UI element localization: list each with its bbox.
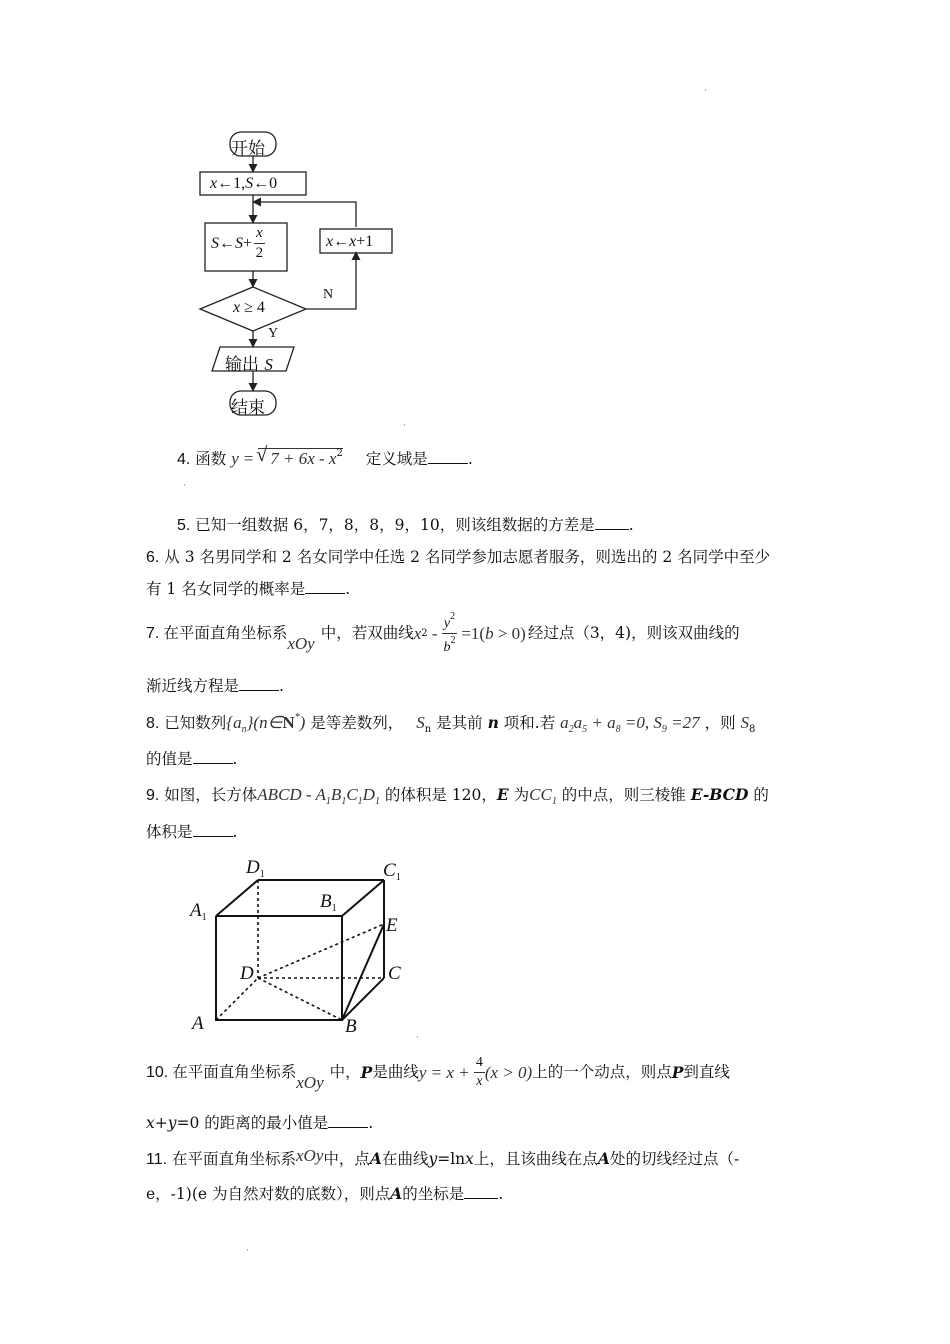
q4-end: . — [467, 450, 473, 468]
q8-cond-b5: 5 — [582, 724, 588, 735]
q11-text-4: =ln — [437, 1150, 466, 1168]
edge-b-c — [342, 978, 384, 1020]
q10-eq: = x + — [426, 1063, 474, 1082]
init-assign-1: ←1, — [217, 175, 246, 192]
q8-cond-plus: + a — [587, 713, 616, 732]
q8-text-2: 是等差数列， — [310, 714, 404, 732]
sum-plus: + — [243, 234, 253, 252]
q10-frac-den: x — [476, 1074, 483, 1089]
q9-answer-blank[interactable] — [193, 824, 233, 837]
inc-plus: +1 — [356, 233, 374, 250]
vertex-b1-sub: 1 — [331, 903, 337, 914]
init-s: S — [245, 175, 254, 192]
q11-a2: A — [597, 1149, 610, 1168]
q9-line-2: 体积是 — [146, 823, 193, 841]
q8-cond-a2: 2 — [568, 724, 574, 735]
q9-text-4: 的中点，则三棱锥 — [561, 786, 686, 804]
q11-text-2: 中，点 — [323, 1150, 370, 1168]
q9-solid-d: D — [362, 785, 375, 804]
vertex-label-e: E — [386, 915, 398, 936]
flowchart-yes-label: Y — [268, 326, 279, 341]
q9-solid-c: C — [346, 785, 358, 804]
q8-text-5: ，则 — [704, 714, 736, 732]
q7-frac-den-exp: 2 — [450, 635, 456, 646]
flowchart-end-label: 结束 — [231, 398, 265, 418]
q8-seq-close: }(n∈ — [246, 713, 283, 732]
segment-b-e — [342, 924, 384, 1020]
flowchart-condition-label — [233, 299, 265, 317]
paragraph-mark: · — [183, 481, 186, 491]
flowchart-start-label: 开始 — [231, 139, 265, 159]
q10-end: . — [368, 1114, 374, 1132]
q5-answer-blank[interactable] — [595, 517, 629, 530]
q7-answer-blank[interactable] — [239, 678, 279, 691]
q11-y: y — [428, 1150, 438, 1168]
q7-number: 7. — [146, 624, 160, 642]
sum-frac-num: x — [254, 226, 265, 244]
q10-l2-plus: + — [154, 1114, 168, 1132]
question-8-line-2 — [146, 751, 237, 768]
vertex-d1-sub: 1 — [259, 869, 265, 880]
q8-paren: ) — [299, 713, 306, 732]
q7-x: x — [413, 624, 422, 643]
question-9-line-1 — [146, 786, 769, 807]
q10-y: y — [418, 1063, 427, 1082]
q8-answer-blank[interactable] — [193, 751, 233, 764]
q7-x-exp: 2 — [421, 627, 428, 639]
q8-nset-sup: * — [294, 712, 300, 723]
q10-p2: P — [671, 1062, 684, 1082]
q10-cond: (x > 0) — [484, 1063, 533, 1082]
vertex-d1-letter: D — [246, 857, 260, 878]
question-11-line-1 — [146, 1146, 740, 1168]
q7-frac-num — [442, 612, 457, 634]
q7-minus: - — [427, 624, 442, 643]
output-text: 输出 — [225, 355, 259, 375]
q9-cc-sub: 1 — [551, 796, 557, 807]
q7-frac-num-exp: 2 — [450, 611, 456, 622]
flowchart-init-label — [210, 175, 277, 193]
q11-text-3: 在曲线 — [381, 1150, 429, 1168]
q10-l2-x: x — [146, 1114, 155, 1132]
output-var: S — [264, 355, 273, 374]
q9-text-1: 如图，长方体 — [164, 786, 258, 804]
q8-cond-eq2: =27 — [666, 713, 700, 732]
q10-number: 10. — [146, 1063, 169, 1081]
q6-end: . — [345, 580, 351, 598]
q11-xoy: xOy — [296, 1146, 324, 1165]
cond-x: x — [233, 299, 241, 316]
q6-line-1: 从 3 名男同学和 2 名女同学中任选 2 名同学参加志愿者服务，则选出的 2 名同学中至少 — [164, 548, 771, 566]
q10-text-5: 到直线 — [683, 1062, 730, 1081]
radical-sign-icon: √ — [256, 444, 268, 466]
sum-fraction — [254, 226, 265, 261]
q8-nset: N — [282, 713, 295, 732]
cuboid-front-face — [216, 916, 342, 1020]
q9-solid-abcd: ABCD - A — [257, 785, 326, 804]
q8-line-2: 的值是 — [146, 750, 193, 768]
q8-text-4: 项和.若 — [503, 714, 556, 732]
q5-number: 5. — [177, 517, 191, 534]
q11-text-5: 上，且该曲线在点 — [473, 1150, 598, 1168]
question-4 — [177, 444, 473, 468]
q9-number: 9. — [146, 787, 160, 804]
sum-arrow: ← — [219, 234, 235, 252]
q5-text: 已知一组数据 6，7，8，8，9，10，则该组数据的方差是 — [195, 516, 595, 534]
sum-s1: S — [211, 234, 219, 252]
q5-end: . — [628, 516, 634, 534]
q8-cond-eq: =0, S — [620, 713, 662, 732]
inc-arrow: ← — [333, 233, 350, 250]
vertex-a1-letter: A — [190, 900, 202, 921]
question-7-line-1 — [146, 612, 740, 655]
q9-tet: E-BCD — [690, 785, 749, 804]
q9-cc — [529, 785, 557, 807]
inc-x2: x — [349, 233, 357, 250]
q11-number: 11. — [146, 1151, 168, 1168]
q10-fraction — [474, 1056, 485, 1089]
q8-seq-sub: n — [241, 724, 247, 735]
q8-s8: S — [740, 713, 750, 732]
vertex-b1-letter: B — [320, 891, 332, 912]
q8-sn: S — [416, 713, 425, 732]
vertex-label-a1 — [190, 900, 207, 923]
q8-cond-b: a — [573, 713, 583, 732]
question-11-line-2 — [146, 1186, 503, 1203]
sum-s2: S — [235, 234, 243, 252]
vertex-a1-sub: 1 — [201, 912, 207, 923]
q11-text-1: 在平面直角坐标系 — [172, 1150, 297, 1168]
q7-end: . — [279, 677, 284, 695]
q8-cond-s9: 9 — [661, 724, 667, 735]
q6-number: 6. — [146, 549, 160, 566]
q10-text-1: 在平面直角坐标系 — [172, 1062, 297, 1081]
q8-s8-sub: 8 — [749, 724, 756, 735]
vertex-label-a: A — [192, 1013, 204, 1034]
q8-condition — [560, 713, 700, 735]
q11-end: . — [498, 1185, 504, 1203]
vertex-label-d1 — [246, 857, 265, 880]
q7-eq: =1( — [457, 624, 486, 643]
q10-answer-blank[interactable] — [328, 1115, 368, 1128]
question-7-line-2 — [146, 678, 284, 695]
init-assign-2: ←0 — [253, 175, 278, 192]
question-6-line-1 — [146, 550, 770, 566]
q11-answer-blank[interactable] — [464, 1186, 498, 1199]
q11-text-6: 处的切线经过点（- — [609, 1150, 740, 1168]
q8-seq-a: {a — [226, 713, 242, 732]
q8-text-3: 是其前 — [436, 714, 483, 732]
vertex-c1-sub: 1 — [395, 872, 401, 883]
q11-a: A — [369, 1149, 382, 1168]
q4-text-1: 函数 — [195, 450, 227, 468]
hidden-segment-d-e — [258, 924, 384, 978]
q7-text-1: 在平面直角坐标系 — [163, 623, 288, 642]
flowchart-increment-label — [326, 233, 373, 251]
q10-l2-y: y — [167, 1114, 177, 1132]
q8-text-1: 已知数列 — [164, 714, 227, 732]
flowchart-sum-label — [211, 226, 265, 261]
q10-p: P — [360, 1062, 373, 1082]
inc-x1: x — [326, 233, 334, 250]
q10-text-3: 是曲线 — [372, 1062, 419, 1081]
q8-sn-sub: n — [424, 724, 432, 735]
q10-frac-num: 4 — [474, 1056, 485, 1073]
q7-b: b — [485, 624, 494, 643]
q9-text-2: 的体积是 120， — [384, 786, 497, 804]
flowchart-no-label: N — [323, 287, 334, 302]
q4-radical — [256, 444, 343, 468]
q4-eq: = — [243, 449, 254, 468]
q9-solid-sub4: 1 — [374, 796, 380, 807]
q11-a3: A — [390, 1184, 403, 1203]
q9-text-3: 为 — [513, 786, 530, 804]
question-6-line-2 — [146, 581, 350, 598]
q8-number: 8. — [146, 715, 160, 732]
q10-text-2: 中， — [329, 1062, 361, 1081]
paragraph-mark: · — [403, 421, 406, 431]
q4-text-2: 定义域是 — [365, 450, 428, 468]
q10-text-4: 上的一个动点，则点 — [532, 1062, 672, 1081]
edge-a1-d1 — [216, 880, 258, 916]
sum-frac-den: 2 — [255, 245, 264, 261]
cond-op: ≥ 4 — [240, 299, 265, 316]
q9-solid-sub3: 1 — [357, 796, 363, 807]
edge-b1-c1 — [342, 880, 384, 916]
q4-y: y — [231, 449, 239, 468]
vertex-c1-letter: C — [383, 860, 396, 881]
q7-text-3: 经过点（3，4)，则该双曲线的 — [527, 623, 740, 642]
q9-solid-b: B — [330, 785, 342, 804]
q10-line-2: =0 的距离的最小值是 — [176, 1114, 329, 1132]
vertex-label-b1 — [320, 891, 337, 914]
question-9-line-2 — [146, 824, 237, 841]
question-10-line-2 — [146, 1115, 373, 1132]
vertex-label-c1 — [383, 860, 401, 883]
q7-frac-den-b: b — [443, 640, 451, 655]
question-8-line-1 — [146, 713, 755, 735]
flowchart — [190, 125, 410, 425]
question-10-line-1 — [146, 1055, 730, 1092]
q4-answer-blank[interactable] — [428, 451, 468, 464]
q7-xoy: xOy — [287, 634, 315, 653]
q7-cond: > 0) — [493, 624, 526, 643]
q9-cc-text: CC — [529, 785, 552, 804]
q7-frac-num-y: y — [443, 616, 451, 631]
q4-number: 4. — [177, 451, 191, 468]
vertex-label-c: C — [388, 963, 401, 984]
init-x: x — [210, 175, 218, 192]
q9-solid — [257, 785, 380, 807]
vertex-label-b: B — [345, 1016, 357, 1037]
q6-line-2: 有 1 名女同学的概率是 — [146, 580, 306, 598]
q8-n: n — [487, 713, 499, 732]
paragraph-mark: · — [246, 1246, 249, 1256]
q8-seq — [226, 712, 306, 735]
flowchart-output-label — [225, 350, 273, 375]
vertex-label-d: D — [240, 963, 254, 984]
paragraph-mark: · — [704, 86, 707, 96]
q11-line-2a: e，-1)(e 为自然对数的底数），则点 — [146, 1185, 391, 1203]
q10-xoy: xOy — [296, 1073, 324, 1092]
q6-answer-blank[interactable] — [305, 581, 345, 594]
q9-text-5: 的 — [753, 786, 769, 804]
q11-line-2b: 的坐标是 — [402, 1185, 465, 1203]
q4-radicand: 7 + 6x - x — [270, 449, 337, 468]
hidden-segment-d-b — [258, 978, 342, 1020]
q8-cond-a: a — [560, 713, 569, 732]
q9-end: . — [232, 823, 238, 841]
q8-cond-c8: 8 — [615, 724, 621, 735]
paragraph-mark: · — [416, 1033, 419, 1043]
q4-radicand-exp: 2 — [336, 448, 343, 459]
q11-x: x — [465, 1150, 474, 1168]
question-5 — [177, 517, 634, 534]
q9-e: E — [496, 785, 509, 804]
q9-solid-sub1: 1 — [325, 796, 331, 807]
q9-solid-sub2: 1 — [341, 796, 347, 807]
q7-line-2: 渐近线方程是 — [146, 677, 240, 695]
q7-frac-den — [442, 634, 457, 655]
q7-fraction — [442, 612, 457, 655]
q8-end: . — [232, 750, 238, 768]
q7-text-2: 中，若双曲线 — [320, 623, 414, 642]
